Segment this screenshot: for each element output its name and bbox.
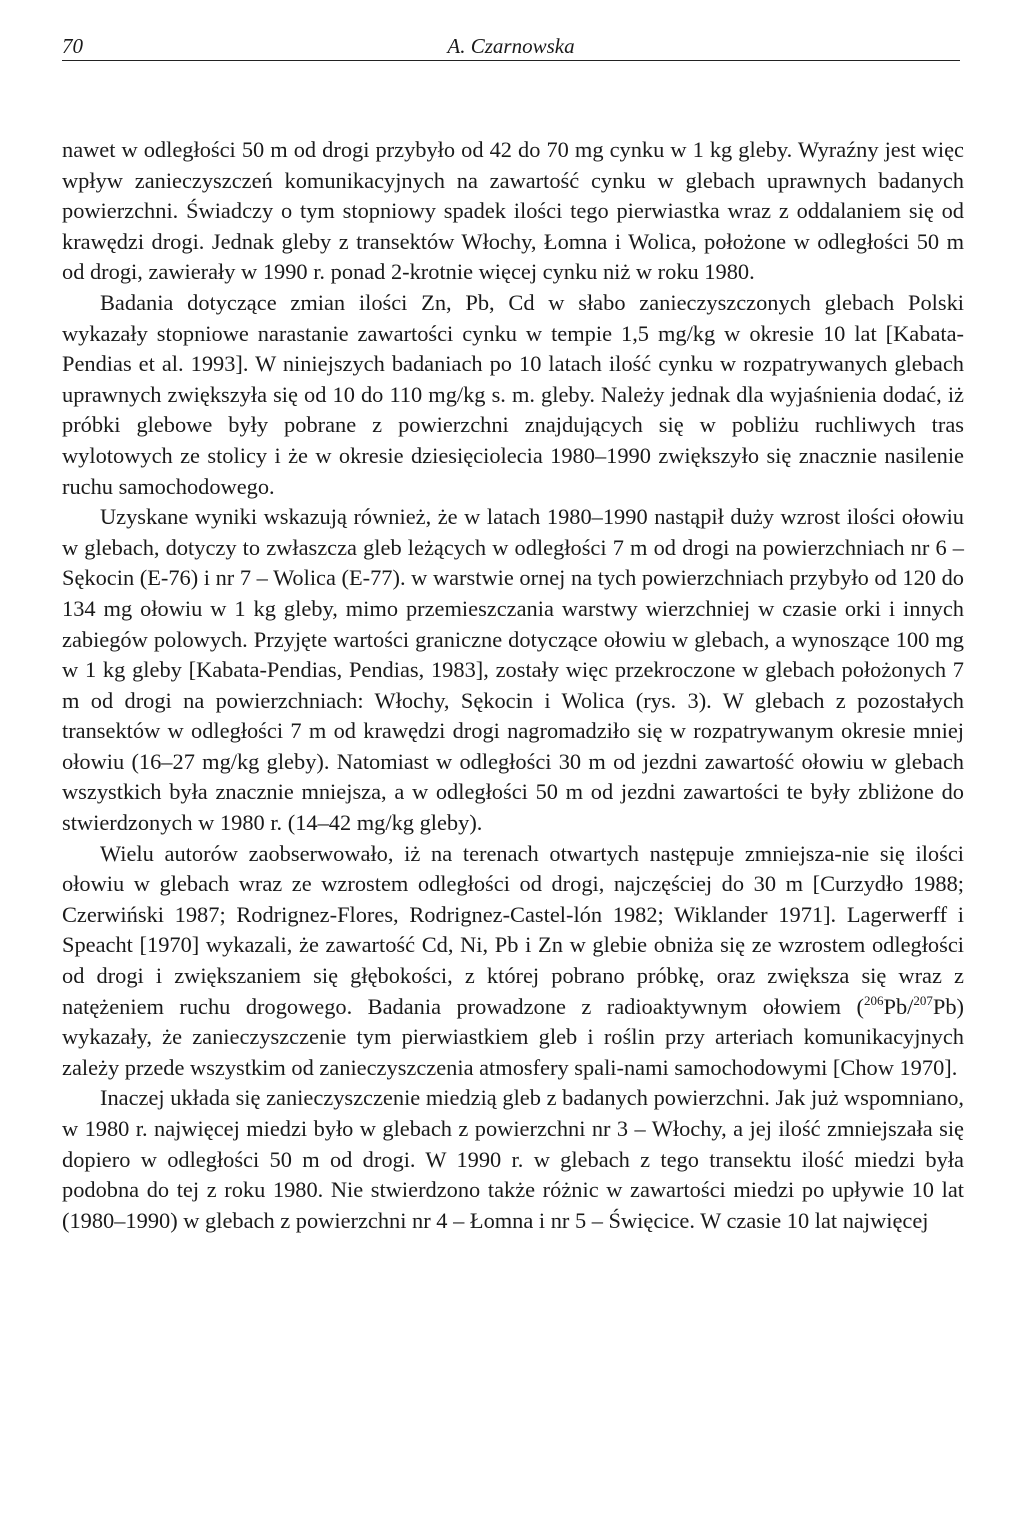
paragraph-literature-review <box>62 839 964 1084</box>
paragraph-zinc-studies: Badania dotyczące zmian ilości Zn, Pb, Cd w słabo zanieczyszczonych glebach Polski wykazały stopniowe narastanie zawartości cynku w tempie 1,5 mg/kg w okresie 10 lat [Kabata-Pendias et al. 1993]. W niniejszych badaniach po 10 latach ilość cynku w rozpatrywanych glebach uprawnych zwiększyła się od 10 do 110 mg/kg s. m. gleby. Należy jednak dla wyjaśnienia dodać, iż próbki glebowe były pobrane z powierzchni znajdujących się w pobliżu ruchliwych tras wylotowych ze stolicy i że w okresie dziesięciolecia 1980–1990 zwiększyło się znacznie nasilenie ruchu samochodowego. <box>62 289 964 499</box>
paragraph-zinc-increase: nawet w odległości 50 m od drogi przybyło od 42 do 70 mg cynku w 1 kg gleby. Wyraźny jest więc wpływ zanieczyszczeń komunikacyjnych na zawartość cynku w glebach uprawnych badanych powierzchni. Świadczy o tym stopniowy spadek ilości tego pierwiastka wraz z oddalaniem się od krawędzi drogi. Jednak gleby z transektów Włochy, Łomna i Wolica, położone w odległości 50 m od drogi, zawierały w 1990 r. ponad 2-krotnie więcej cynku niż w roku 1980. <box>62 137 964 285</box>
body-text <box>62 135 964 1236</box>
paragraph-text: Pb) wykazały, że zanieczyszczenie tym pierwiastkiem gleb i roślin przy arteriach komunikacyjnych zależy przede wszystkim od zanieczyszczenia atmosfery spali-nami samochodowymi [Chow 1970]. <box>62 993 964 1080</box>
paragraph-text: Wielu autorów zaobserwowało, iż na terenach otwartych następuje zmniejsza-nie się ilości ołowiu w glebach wraz ze wzrostem odległości od drogi, najczęściej do 30 m [Curzydło 1988; Czerwiński 1987; Rodrignez-Flores, Rodrignez-Castel-lón 1982; Wiklander 1971]. Lagerwerff i Speacht [1970] wykazali, że zawartość Cd, Ni, Pb i Zn w glebie obniża się ze wzrostem odległości od drogi i zwiększaniem się głębokości, z której pobrano próbkę, oraz zwiększa się wraz z natężeniem ruchu drogowego. Badania prowadzone z radioaktywnym ołowiem ( <box>62 840 964 1019</box>
page-number: 70 <box>62 34 83 58</box>
paragraph-lead-results: Uzyskane wyniki wskazują również, że w latach 1980–1990 nastąpił duży wzrost ilości ołowiu w glebach, dotyczy to zwłaszcza gleb leżących w odległości 7 m od drogi na powierzchniach nr 6 – Sękocin (E-76) i nr 7 – Wolica (E-77). w warstwie ornej na tych powierzchniach przybyło od 120 do 134 mg ołowiu w 1 kg gleby, mimo przemieszczania warstwy wierzchniej w czasie orki i innych zabiegów polowych. Przyjęte wartości graniczne dotyczące ołowiu w glebach, a wynoszące 100 mg w 1 kg gleby [Kabata-Pendias, Pendias, 1983], zostały więc przekroczone w glebach położonych 7 m od drogi na powierzchniach: Włochy, Sękocin i Wolica (rys. 3). W glebach z pozostałych transektów w odległości 7 m od krawędzi drogi nagromadziło się w rozpatrywanym okresie mniej ołowiu (16–27 mg/kg gleby). Natomiast w odległości 30 m od jezdni zawartość ołowiu w glebach wszystkich była znacznie mniejsza, a w odległości 50 m od jezdni zawartości te były zbliżone do stwierdzonych w 1980 r. (14–42 mg/kg gleby). <box>62 504 964 836</box>
running-head-author: A. Czarnowska <box>447 34 575 58</box>
running-header <box>62 34 960 61</box>
paragraph-text: Pb/ <box>883 993 914 1019</box>
isotope-superscript: 207 <box>913 992 933 1008</box>
paragraph-copper: Inaczej układa się zanieczyszczenie miedzią gleb z badanych powierzchni. Jak już wspomniano, w 1980 r. najwięcej miedzi było w glebach z powierzchni nr 3 – Włochy, a jej ilość zmniejszała się dopiero w odległości 50 m od drogi. W 1990 r. w glebach z tego transektu ilość miedzi była podobna do tej z roku 1980. Nie stwierdzono także różnic w zawartości miedzi po upływie 10 lat (1980–1990) w glebach z powierzchni nr 4 – Łomna i nr 5 – Święcice. W czasie 10 lat najwięcej <box>62 1085 964 1233</box>
isotope-superscript: 206 <box>864 992 884 1008</box>
